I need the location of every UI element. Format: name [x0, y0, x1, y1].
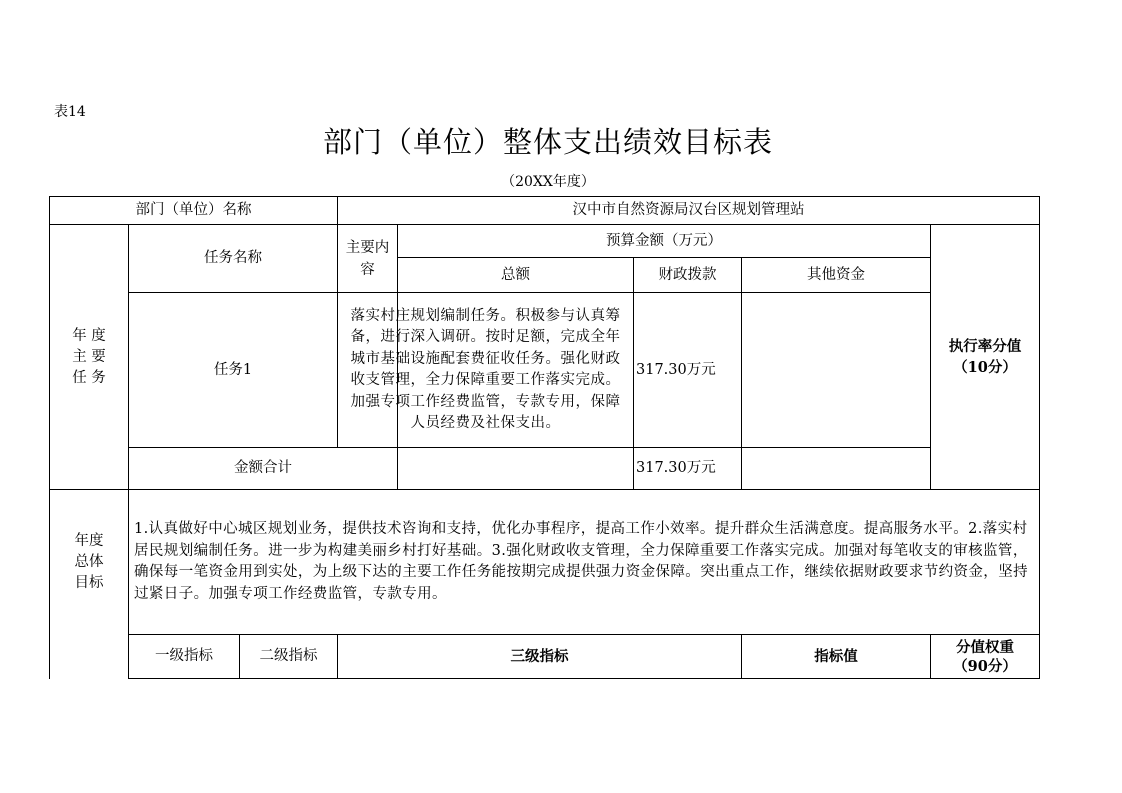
dept-name-label-text: 部门（单位）名称	[135, 202, 252, 218]
task-1-name: 任务1	[213, 361, 253, 378]
task-name-header: 任务名称	[204, 250, 262, 266]
sum-row-content	[398, 448, 633, 489]
task-1-total: 317.30万元	[636, 361, 716, 378]
dept-name-value	[338, 197, 1039, 224]
task-1-content: 落实村庄规划编制任务。积极参与认真筹备，进行深入调研。按时足额，完成全年城市基础设施配套费征收任务。强化财政收支管理，全力保障重要工作落实完成。加强专项工作经费监管，专款专用，保障人员经费及社保支出。	[350, 307, 621, 431]
year-subtitle: （20XX年度）	[501, 174, 595, 190]
sum-row-other	[742, 448, 930, 489]
indicator-value-header: 指标值	[814, 648, 858, 665]
annual-goal-text: 1.认真做好中心城区规划业务，提供技术咨询和支持，优化办事程序，提高工作小效率。提升群众生活满意度。提高服务水平。2.落实村居民规划编制任务。进一步为构建美丽乡村打好基础。3.强化财政收支管理，全力保障重要工作落实完成。加强对每笔收支的审核监管，确保每一笔资金用到实处，为上级下达的主要工作任务能按期完成提供强力资金保障。突出重点工作，继续依据财政要求节约资金，坚持过紧日子。加强专项工作经费监管，专款专用。	[134, 521, 1028, 602]
indicator-level2-header: 二级指标	[259, 648, 318, 664]
total-header: 总额	[501, 266, 530, 283]
annual-tasks-side-label: 年 度 主 要 任 务	[72, 327, 106, 386]
dept-name-label	[50, 197, 337, 224]
page-title: 部门（单位）整体支出绩效目标表	[322, 125, 773, 159]
dept-name-value-text: 汉中市自然资源局汉台区规划管理站	[572, 202, 805, 218]
other-funds-header: 其他资金	[807, 266, 865, 283]
sum-row-label: 金额合计	[234, 460, 292, 476]
table-number: 表14	[54, 104, 86, 120]
indicator-level1-header: 一级指标	[155, 648, 213, 664]
indicator-weight-header: 分值权重 （90分）	[953, 638, 1017, 675]
sum-row-total: 317.30万元	[636, 460, 716, 476]
exec-rate-score: 执行率分值 （10分）	[948, 338, 1022, 376]
budget-header: 预算金额（万元）	[606, 232, 722, 249]
task-1-other-funds	[742, 293, 930, 447]
fiscal-header: 财政拨款	[658, 266, 717, 283]
main-content-header: 主要内 容	[345, 239, 390, 278]
annual-goal-side-label: 年度 总体 目标	[74, 532, 104, 591]
indicator-level3-header: 三级指标	[510, 648, 569, 665]
